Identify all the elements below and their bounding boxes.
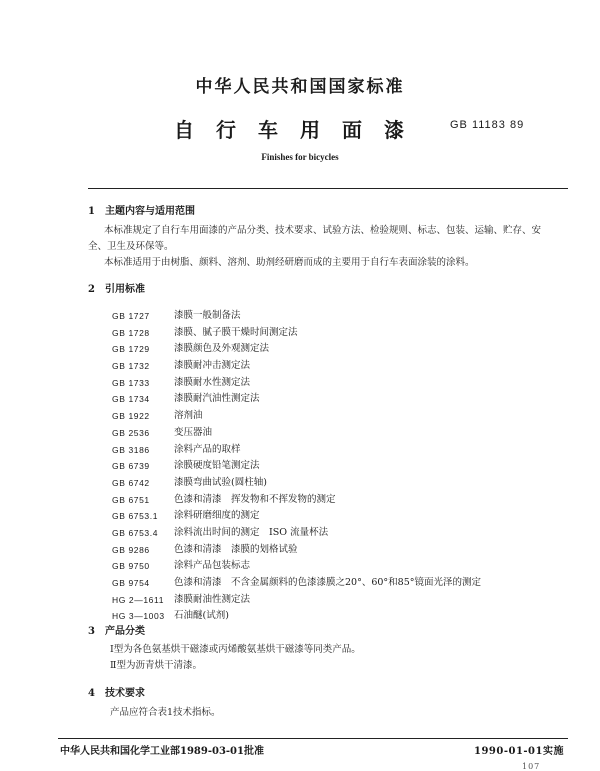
reference-title: 漆膜一般制备法 [174, 310, 241, 321]
reference-item [112, 608, 481, 625]
section-1-para1-line2: 全、卫生及环保等。 [88, 241, 174, 252]
national-standard-heading: 中华人民共和国国家标准 [195, 77, 405, 97]
reference-title: 石油醚(试剂) [174, 610, 229, 622]
reference-title: 涂料流出时间的测定 ISO 流量杯法 [174, 526, 329, 538]
section-3-heading: 3 产品分类 [88, 626, 145, 637]
reference-title: 漆膜、腻子膜干燥时间测定法 [174, 326, 298, 338]
approval-note: 中华人民共和国化学工业部1989-03-01批准 [60, 746, 264, 757]
reference-title: 漆膜耐油性测定法 [174, 593, 251, 605]
reference-item [112, 308, 481, 325]
reference-code: GB 1733 [112, 377, 150, 388]
reference-item [112, 341, 481, 358]
top-divider [88, 188, 568, 189]
reference-code: GB 1727 [112, 311, 150, 321]
reference-code: GB 6739 [112, 461, 150, 472]
section-1-para2: 本标准适用于由树脂、颜料、溶剂、助剂经研磨而成的主要用于自行车表面涂装的涂料。 [104, 257, 475, 268]
reference-code: GB 9286 [112, 544, 150, 555]
reference-code: GB 1922 [112, 411, 150, 422]
reference-code: GB 9754 [112, 578, 150, 588]
reference-code: GB 6753.1 [112, 511, 159, 522]
section-4-line1: 产品应符合表1技术指标。 [110, 707, 221, 718]
reference-item [112, 358, 481, 375]
reference-code: GB 1729 [112, 344, 150, 355]
implementation-date: 1990-01-01实施 [474, 746, 564, 757]
reference-title: 色漆和清漆 不含金属颜料的色漆漆膜之20°、60°和85°镜面光泽的测定 [174, 577, 482, 588]
reference-title: 漆膜耐水性测定法 [174, 376, 251, 388]
reference-code: HG 3—1003 [112, 611, 165, 622]
reference-title: 色漆和清漆 挥发物和不挥发物的测定 [174, 493, 336, 505]
section-3-line1: Ⅰ型为各色氨基烘干磁漆或丙烯酸氨基烘干磁漆等同类产品。 [110, 644, 361, 655]
reference-item [112, 408, 481, 425]
reference-item [112, 425, 481, 442]
reference-code: GB 1734 [112, 394, 150, 405]
document-title: 自行车用面漆 [174, 118, 426, 142]
reference-list [112, 308, 481, 625]
reference-item [112, 525, 481, 542]
section-1-heading: 1 主题内容与适用范围 [88, 206, 195, 217]
reference-title: 涂料研磨细度的测定 [174, 510, 260, 522]
reference-item [112, 442, 481, 459]
reference-title: 变压器油 [174, 426, 213, 438]
section-4-heading: 4 技术要求 [88, 688, 145, 699]
reference-item [112, 592, 481, 609]
english-title: Finishes for bicycles [261, 152, 339, 162]
reference-item [112, 475, 481, 492]
reference-code: GB 6753.4 [112, 527, 159, 538]
reference-code: GB 1728 [112, 327, 150, 338]
reference-item [112, 458, 481, 475]
reference-item [112, 391, 481, 408]
reference-title: 漆膜耐汽油性测定法 [174, 393, 260, 405]
reference-title: 色漆和清漆 漆膜的划格试验 [174, 543, 298, 555]
reference-code: GB 3186 [112, 444, 150, 455]
reference-item [112, 492, 481, 509]
reference-title: 涂料产品包装标志 [174, 560, 251, 572]
section-2-heading: 2 引用标准 [88, 284, 145, 295]
reference-code: HG 2—1611 [112, 594, 165, 605]
reference-title: 漆膜弯曲试验(圆柱轴) [174, 476, 267, 488]
reference-item [112, 508, 481, 525]
bottom-divider [58, 738, 568, 739]
reference-title: 漆膜颜色及外观测定法 [174, 343, 270, 355]
reference-code: GB 6751 [112, 494, 150, 505]
reference-item [112, 542, 481, 559]
reference-code: GB 2536 [112, 427, 150, 438]
reference-item [112, 575, 481, 592]
reference-item [112, 325, 481, 342]
reference-code: GB 9750 [112, 561, 150, 572]
section-1-para1-line1: 本标准规定了自行车用面漆的产品分类、技术要求、试验方法、检验规则、标志、包装、运输、贮存、安 [104, 225, 542, 236]
reference-title: 涂料产品的取样 [174, 443, 241, 455]
standard-number: GB 11183 89 [450, 119, 525, 131]
reference-title: 涂膜硬度铅笔测定法 [174, 460, 260, 472]
reference-code: GB 6742 [112, 477, 150, 488]
page-number: 107 [522, 762, 541, 771]
reference-title: 漆膜耐冲击测定法 [174, 360, 251, 372]
reference-item [112, 375, 481, 392]
reference-code: GB 1732 [112, 361, 150, 372]
section-3-line2: Ⅱ型为沥青烘干清漆。 [110, 660, 202, 671]
reference-title: 溶剂油 [174, 410, 203, 422]
reference-item [112, 558, 481, 575]
